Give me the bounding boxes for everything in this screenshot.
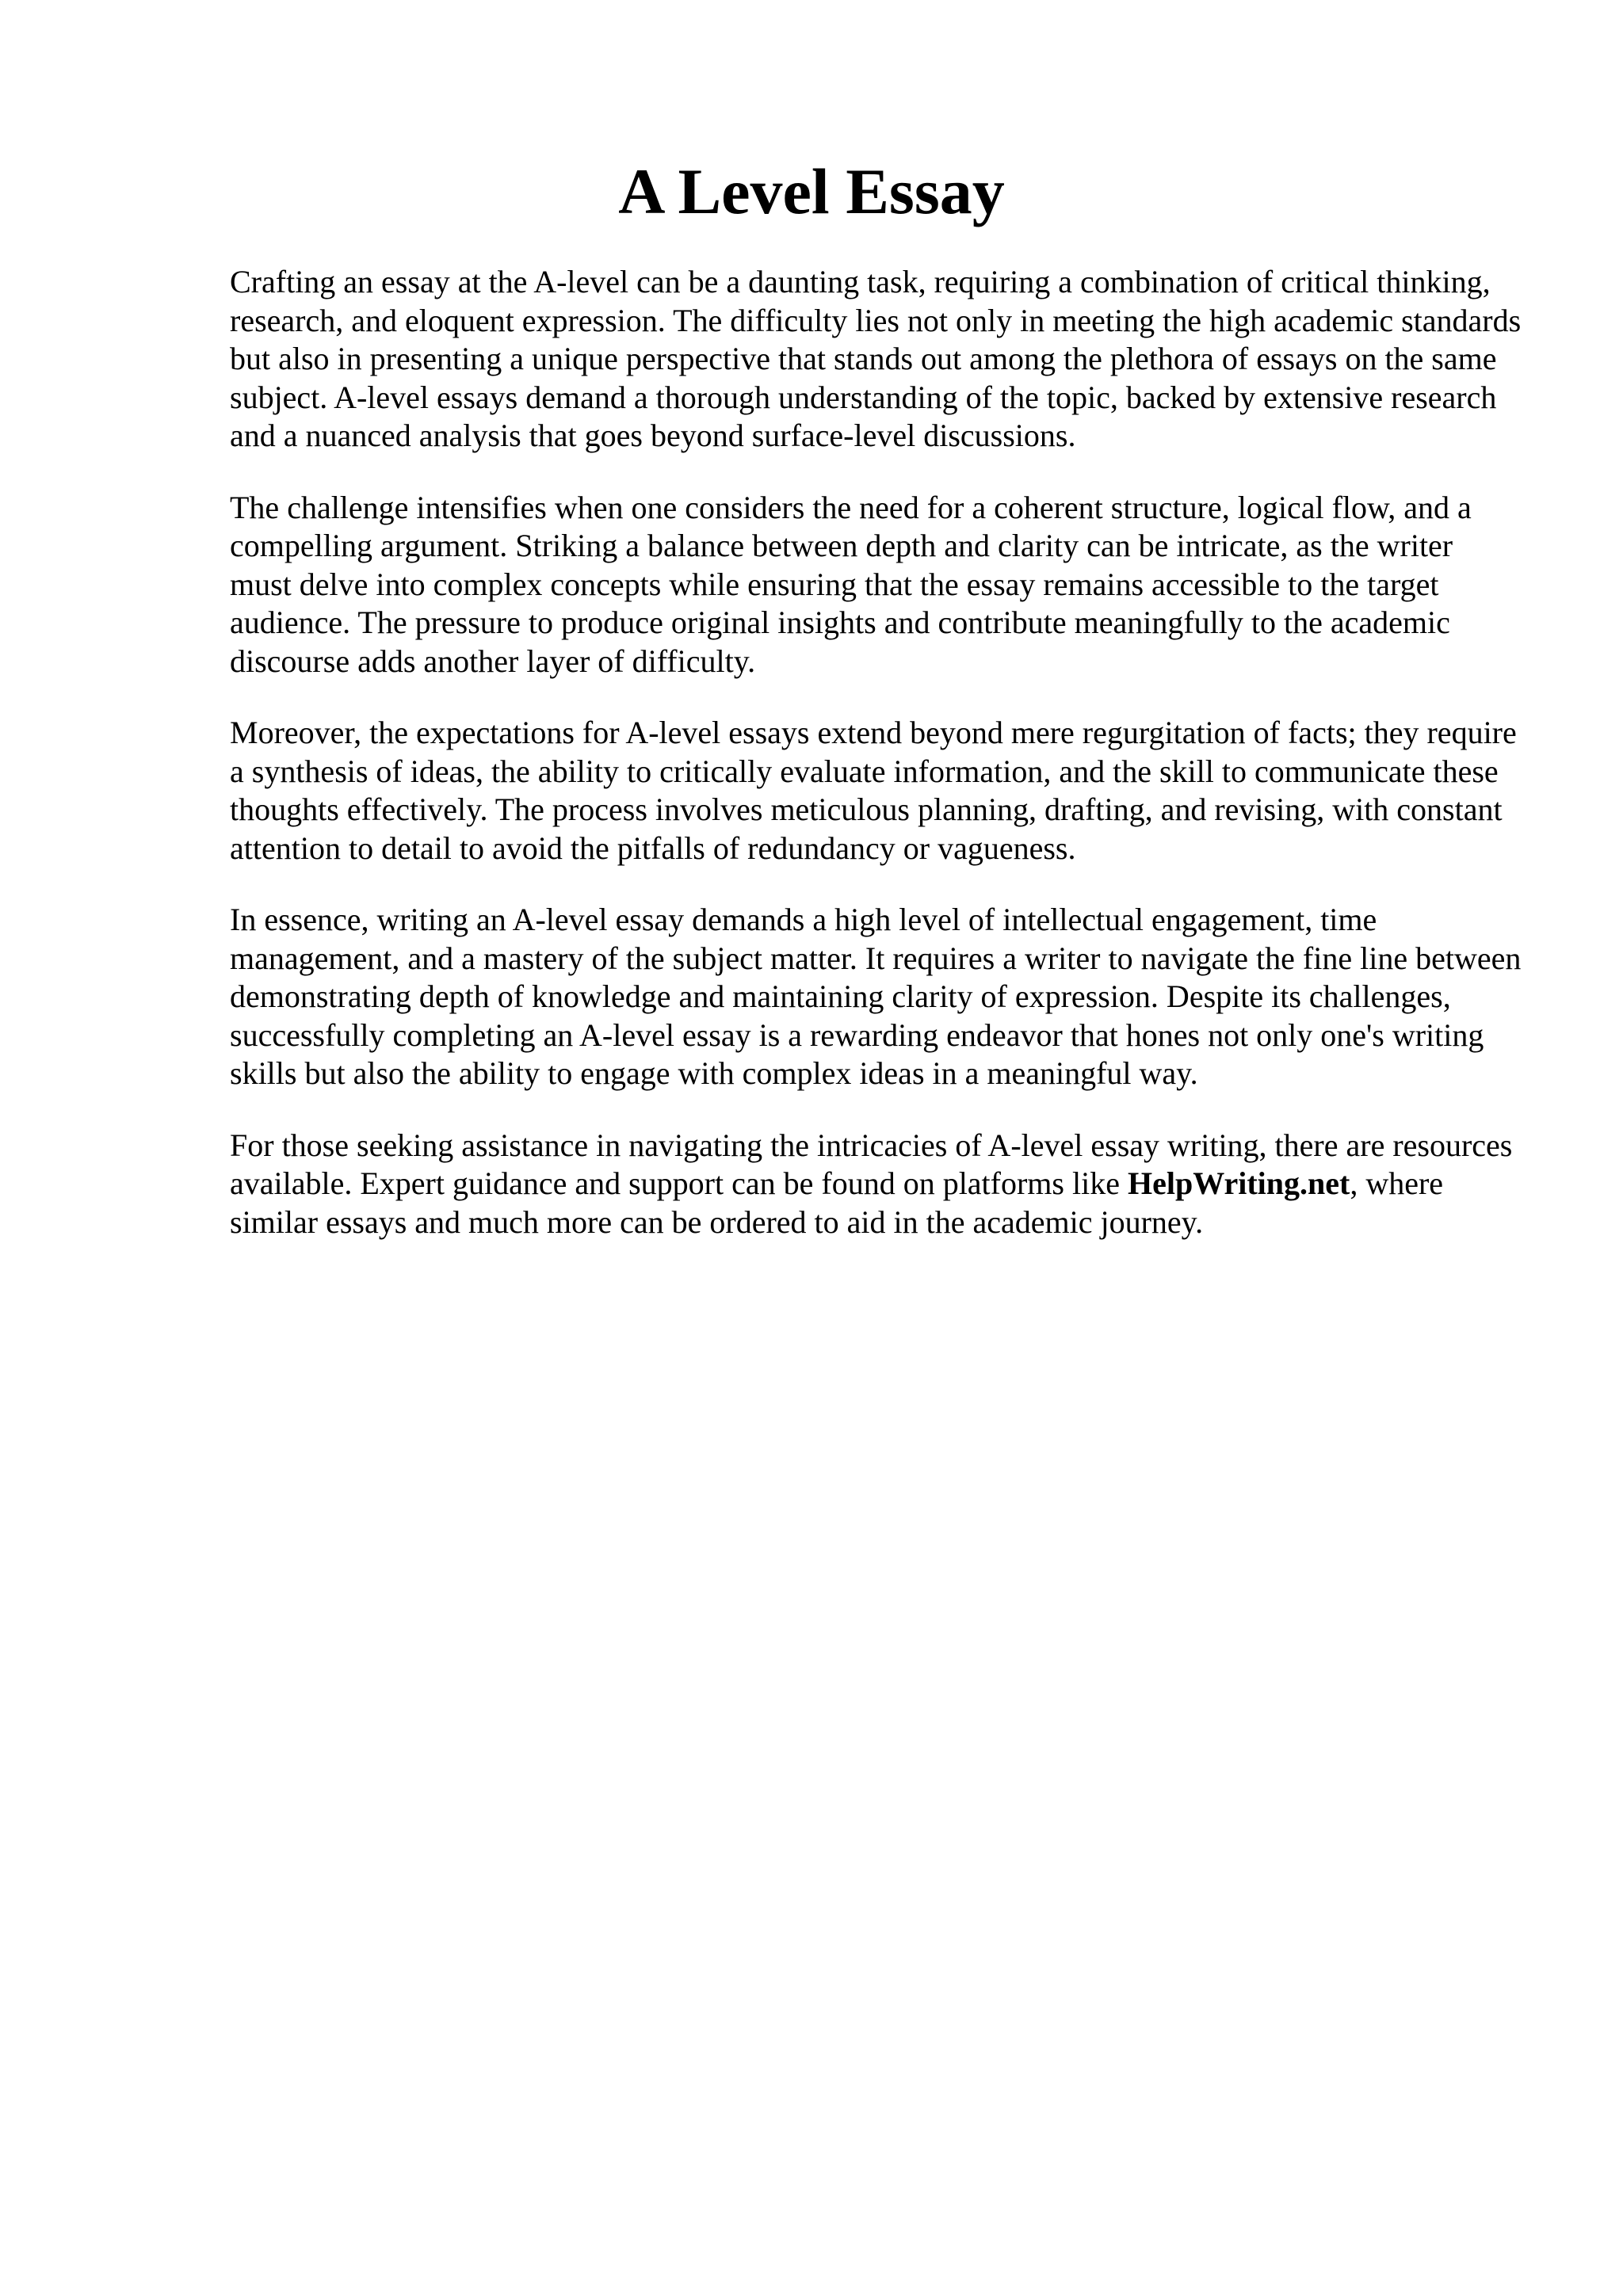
helpwriting-link[interactable]: HelpWriting.net (1127, 1165, 1350, 1201)
page-title: A Level Essay (618, 155, 1005, 227)
paragraph-4: In essence, writing an A-level essay demands a high level of intellectual engagement, time management, and a mastery of the subject matter. It requires a writer to navigate the fine line between demonstrating depth of knowledge and maintaining clarity of expression. Despite its challenges, successfully completing an A-level essay is a rewarding endeavor that hones not only one's writing skills but also the ability to engage with complex ideas in a meaningful way. (230, 902, 1522, 1091)
paragraph-5 (230, 1127, 1522, 1242)
paragraph-3: Moreover, the expectations for A-level essays extend beyond mere regurgitation of facts; they require a synthesis of ideas, the ability to critically evaluate information, and the skill to communicate these thoughts effectively. The process involves meticulous planning, drafting, and revising, with constant attention to detail to avoid the pitfalls of redundancy or vagueness. (230, 715, 1517, 866)
essay-body (230, 263, 1522, 1275)
paragraph-1: Crafting an essay at the A-level can be a daunting task, requiring a combination of critical thinking, research, and eloquent expression. The difficulty lies not only in meeting the high academic standards but also in presenting a unique perspective that stands out among the plethora of essays on the same subject. A-level essays demand a thorough understanding of the topic, backed by extensive research and a nuanced analysis that goes beyond surface-level discussions. (230, 264, 1522, 453)
paragraph-5-after-link: , where similar essays and much more can be ordered to aid in the academic journey. (230, 1165, 1444, 1240)
paragraph-5-before-link: For those seeking assistance in navigating the intricacies of A-level essay writing, there are resources available. Expert guidance and support can be found on platforms like (230, 1127, 1513, 1201)
paragraph-2: The challenge intensifies when one considers the need for a coherent structure, logical flow, and a compelling argument. Striking a balance between depth and clarity can be intricate, as the writer must delve into complex concepts while ensuring that the essay remains accessible to the target audience. The pressure to produce original insights and contribute meaningfully to the academic discourse adds another layer of difficulty. (230, 489, 1472, 679)
